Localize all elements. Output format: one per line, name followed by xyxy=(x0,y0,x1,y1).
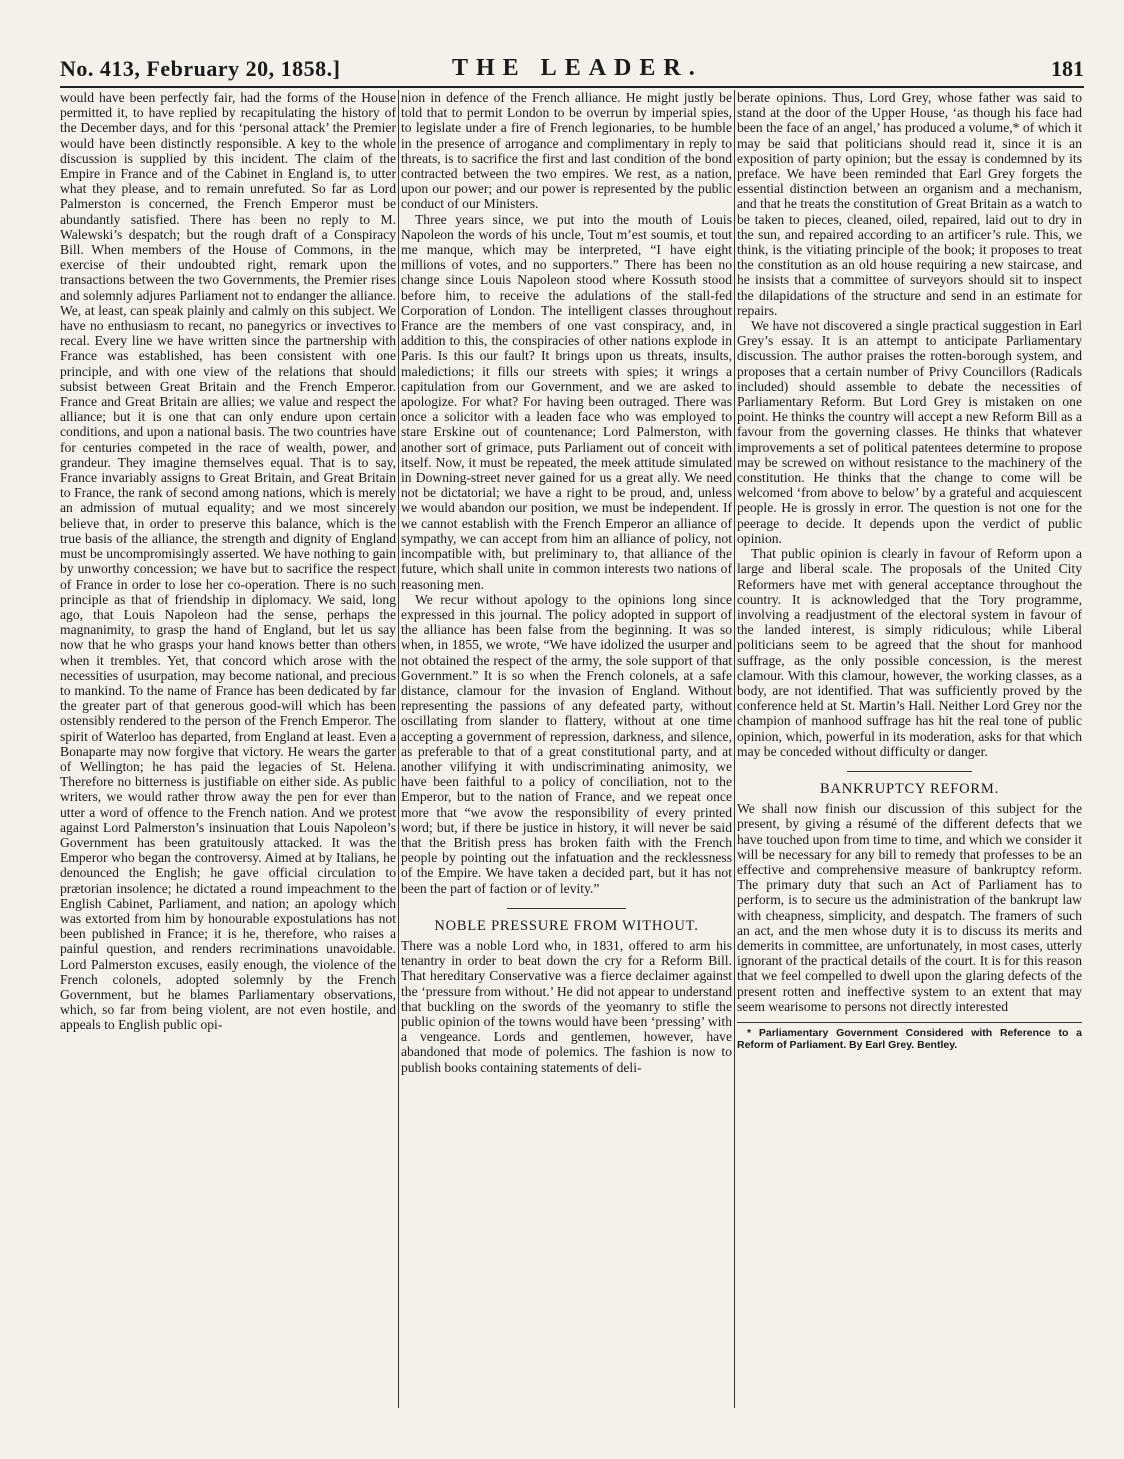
footnote: * Parliamentary Government Considered with Reference to a Reform of Parliament. By Earl Grey. Bentley. xyxy=(737,1026,1082,1051)
paragraph: We recur without apology to the opinions long since expressed in this journal. The policy adopted in support of the alliance has been false from the beginning. It was so when, in 1855, we wrote, “We have idolized the usurper and not obtained the respect of the army, the sole support of that Government.” It is so when the French colonels, at a safe distance, clamour for the invasion of England. Without representing the passions of any defeated party, without oscillating from slander to flattery, without at one time accepting a government of repression, darkness, and silence, as preferable to that of a great constitutional party, and at another vilifying it with undiscriminating animosity, we have been faithful to a policy of conciliation, not to the Emperor, but to the nation of France, and we repeat once more that “we avow the responsibility of every printed word; but, if there be justice in history, it will never be said that the British press has broken faith with the French people by pointing out the infatuation and the recklessness of the Empire. We have taken a decided part, but it has not been the part of faction or of levity.” xyxy=(401,591,732,896)
section-separator xyxy=(507,908,626,909)
paragraph: berate opinions. Thus, Lord Grey, whose father was said to stand at the door of the Upper House, ‘as though his face had been the face of an angel,’ has produced a volume,* of which it may be said that politicians should read it, since it is an exposition of party opinion; but the essay is condemned by its preface. We have been reminded that Earl Grey forgets the essential distinction between an organism and a mechanism, and that he treats the constitution of Great Britain as a watch to be taken to pieces, cleaned, oiled, repaired, laid out to dry in the sun, and repaired according to an artificer’s rule. This, we think, is the vitiating principle of the book; it proposes to treat the constitution as an old house requiring a new staircase, and he insists that a committee of surveyors should sit to inspect the dilapidations of the structure and send in an estimate for repairs. xyxy=(737,90,1082,318)
page-number: 181 xyxy=(1051,56,1084,81)
column-divider xyxy=(734,90,735,1408)
section-heading: NOBLE PRESSURE FROM WITHOUT. xyxy=(434,917,699,934)
paragraph: There was a noble Lord who, in 1831, offered to arm his tenantry in order to beat down the cry for a Reform Bill. That hereditary Conservative was a fierce declaimer against the ‘pressure from without.’ He did not appear to understand that buckling on the swords of the yeomanry to stifle the public opinion of the towns would have been ‘pressing’ with a vengeance. Lords and gentlemen, however, have abandoned that mode of polemics. The fashion is now to publish books containing statements of deli- xyxy=(401,937,732,1075)
issue-line: No. 413, February 20, 1858.] xyxy=(60,56,341,81)
column-divider xyxy=(398,90,399,1408)
paragraph: Three years since, we put into the mouth of Louis Napoleon the words of his uncle, Tout m’est soumis, et tout me manque, which may be interpreted, “I have eight millions of votes, and no supporters.” There has been no change since Louis Napoleon stood where Kossuth stood before him, to receive the adulations of the stall-fed Corporation of London. The intelligent classes throughout France are the members of one vast conspiracy, and, in addition to this, the conspiracies of other nations explode in Paris. Is this our fault? It brings upon us threats, insults, maledictions; it fills our streets with spies; it wrings a capitulation from our Government, and we are asked to apologize. For what? For having been outraged. There was once a solicitor with a leaden face who was employed to stare Erskine out of countenance; Lord Palmerston, with another sort of grimace, puts Parliament out of conceit with itself. Now, it must be repeated, the meek attitude simulated in Downing-street never gained for us a great ally. We need not be dictatorial; we have a right to be proud, and, unless we would abandon our position, we must be independent. If we cannot establish with the French Emperor an alliance of sympathy, we can accept from him an alliance of policy, not incompatible with, but preliminary to, that alliance of the future, which shall unite in common interests two nations of reasoning men. xyxy=(401,211,732,592)
paragraph: We shall now finish our discussion of this subject for the present, by giving a résumé of the different defects that we have touched upon from time to time, and which we consider it will be necessary for any bill to remedy that professes to be an effective and comprehensive measure of bankruptcy reform. The primary duty that such an Act of Parliament has to perform, is to secure us the administration of the bankrupt law with cheapness, simplicity, and despatch. The framers of such an act, and the men whose duty it is to discuss its merits and demerits in committee, are unfortunately, in most cases, utterly ignorant of the practical details of the court. It is for this reason that we feel compelled to dwell upon the glaring defects of the present rotten and ineffective system to an extent that may seem wearisome to persons not directly interested xyxy=(737,801,1082,1014)
column-3 xyxy=(737,90,1082,1408)
section-heading: BANKRUPTCY REFORM. xyxy=(819,780,1000,797)
section-separator xyxy=(847,771,971,772)
paragraph: That public opinion is clearly in favour of Reform upon a large and liberal scale. The proposals of the United City Reformers have met with general acceptance throughout the country. It is acknowledged that the Tory programme, involving a readjustment of the electoral system in favour of the landed interest, is simply ridiculous; while Liberal politicians seem to be agreed that the shout for manhood suffrage, as the only possible concession, is the merest clamour. With this clamour, however, the working classes, as a body, are not identified. That was sufficiently proved by the conference held at St. Martin’s Hall. Neither Lord Grey nor the champion of manhood suffrage has hit the real tone of public opinion, which, powerful in its moderation, asks for that which may be conceded without difficulty or danger. xyxy=(737,546,1082,759)
paragraph: We have not discovered a single practical suggestion in Earl Grey’s essay. It is an attempt to anticipate Parliamentary discussion. The author praises the rotten-borough system, and proposes that a certain number of Privy Councillors (Radicals included) should assemble to debate the necessities of Parliamentary Reform. But Lord Grey is mistaken on one point. He thinks the country will accept a new Reform Bill as a favour from the governing classes. He thinks that whatever improvements a set of political patentees determine to propose may be screwed on without resistance to the machinery of the constitution. He thinks that the change to come will be welcomed ‘from above to below’ by a grateful and acquiescent people. He is grossly in error. The question is not one for the peerage to decide. It depends upon the verdict of public opinion. xyxy=(737,318,1082,546)
masthead: THE LEADER. xyxy=(452,55,703,81)
page-header xyxy=(60,46,1084,88)
footnote-rule xyxy=(737,1022,1082,1023)
paragraph: would have been perfectly fair, had the forms of the House permitted it, to have replied by recapitulating the history of the December days, and for this ‘personal attack’ the Premier would have been distinctly responsible. A key to the whole discussion is supplied by this incident. The claim of the Empire in France and of the Cabinet in England is, to utter what they please, and to remain unrefuted. So far as Lord Palmerston is concerned, the French Emperor must be abundantly satisfied. There has been no reply to M. Walewski’s despatch; but the rough draft of a Conspiracy Bill. When members of the House of Commons, in the exercise of their undoubted right, remark upon the transactions between the two Governments, the Premier rises and solemnly adjures Parliament not to endanger the alliance. We, at least, can speak plainly and calmly on this subject. We have no enthusiasm to recant, no panegyrics or invectives to recal. Every line we have written since the partnership with France was established, has been consistent with one principle, and with one view of the relations that should subsist between Great Britain and the French Emperor. France and Great Britain are allies; we value and respect the alliance; but it is one that can only endure upon certain conditions, and upon a national basis. The two countries have for centuries competed in the race of wealth, power, and grandeur. They imagine themselves equal. That is to say, France invariably assigns to Great Britain, and Great Britain to France, the rank of second among nations, which is merely an admission of mutual equality; and we most sincerely believe that, in order to preserve this balance, which is the true basis of the alliance, the strength and dignity of England must be uncompromisingly asserted. We have nothing to gain by unworthy concession; we have but to sacrifice the respect of France in order to lose her co-operation. There is no such principle as that of friendship in diplomacy. We said, long ago, that Louis Napoleon had the sense, perhaps the magnanimity, to grasp the hand of England, but let us say now that he who grasps your hand knows better than others when it trembles. Yet, that concord which arose with the necessities of usurpation, may become national, and precious to mankind. To the name of France has been dedicated by far the greater part of that generous good-will which has been ostensibly rendered to the person of the French Emperor. The spirit of Waterloo has departed, from England at least. Even a Bonaparte may now forgive that victory. He wears the garter of Wellington; he has paid the legacies of St. Helena. Therefore no bitterness is justifiable on either side. As public writers, we would rather throw away the pen for ever than utter a word of offence to the French nation. And we protest against Lord Palmerston’s insinuation that Louis Napoleon’s Government has been gratuitously attacked. It was the Emperor who began the controversy. Aimed at by Italians, he denounced the English; he gave official circulation to prætorian insolence; he dictated a round impeachment to the English Cabinet, Parliament, and nation; an apology which was extorted from him by honourable expostulations has not been published in France; it is he, therefore, who raises a painful question, and renders recriminations unavoidable. Lord Palmerston excuses, easily enough, the violence of the French colonels, adopted solemnly by the French Government, but he blames Parliamentary observations, which, so far from being violent, are not even hostile, and appeals to English public opi- xyxy=(60,90,396,1033)
column-1 xyxy=(60,90,396,1408)
paragraph: nion in defence of the French alliance. He might justly be told that to permit London to be overrun by imperial spies, to legislate under a fire of French legionaries, to be humble in the presence of arrogance and complimentary in reply to threats, is to sacrifice the first and last condition of the bond contracted between the two empires. We rest, as a nation, upon our power; and our power is represented by the public conduct of our Ministers. xyxy=(401,90,732,212)
column-2 xyxy=(401,90,732,1408)
